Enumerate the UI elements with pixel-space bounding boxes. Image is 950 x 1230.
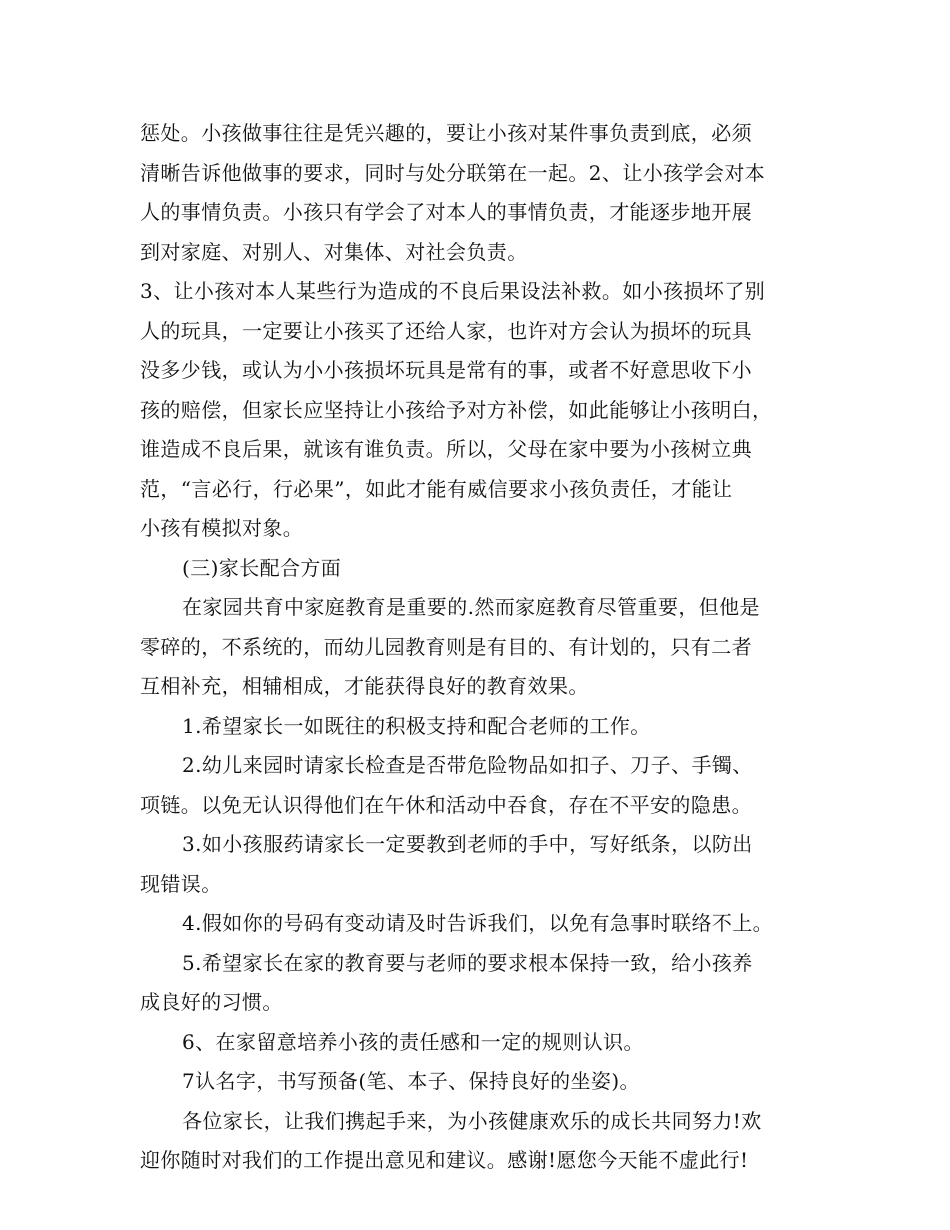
list-item-5-continued: 成良好的习惯。 [140,990,283,1014]
text-line-11: 小孩有模拟对象。 [140,516,304,540]
text-line-2: 清晰告诉他做事的要求，同时与处分联第在一起。2、让小孩学会对本 [140,160,766,185]
text-line-9: 谁造成不良后果，就该有谁负责。所以，父母在家中要为小孩树立典 [140,437,752,461]
list-item-5: 5.希望家长在家的教育要与老师的要求根本保持一致，给小孩养 [182,950,753,975]
list-item-2: 2.幼儿来园时请家长检查是否带危险物品如扣子、刀子、手镯、 [182,753,753,777]
text-line-14: 零碎的，不系统的，而幼儿园教育则是有目的、有计划的，只有二者 [140,634,752,659]
text-line-10: 范，“言必行，行必果”，如此才能有威信要求小孩负责任，才能让 [140,476,733,501]
text-line-1: 惩处。小孩做事往往是凭兴趣的，要让小孩对某件事负责到底，必须 [140,121,752,145]
text-line-15: 互相补充，相辅相成，才能获得良好的教育效果。 [140,674,589,698]
list-item-3-continued: 现错误。 [140,871,222,896]
text-line-13: 在家园共育中家庭教育是重要的.然而家庭教育尽管重要，但他是 [182,595,760,619]
list-item-4: 4.假如你的号码有变动请及时告诉我们，以免有急事时联络不上。 [182,911,774,935]
section-heading: (三)家长配合方面 [182,555,342,580]
closing-line-2: 迎你随时对我们的工作提出意见和建议。感谢!愿您今天能不虚此行! [140,1148,749,1172]
list-item-7: 7认名字，书写预备(笔、本子、保持良好的坐姿)。 [182,1069,640,1093]
list-item-6: 6、在家留意培养小孩的责任感和一定的规则认识。 [182,1029,644,1054]
text-line-5: 3、让小孩对本人某些行为造成的不良后果设法补救。如小孩损坏了别 [140,279,766,303]
closing-line-1: 各位家长，让我们携起手来，为小孩健康欢乐的成长共同努力!欢 [182,1108,762,1133]
document-body [140,114,820,1181]
text-line-4: 到对家庭、对别人、对集体、对社会负责。 [140,239,528,264]
list-item-2-continued: 项链。以免无认识得他们在午休和活动中吞食，存在不平安的隐患。 [140,792,752,817]
text-line-8: 孩的赔偿，但家长应坚持让小孩给予对方补偿，如此能够让小孩明白， [140,397,773,422]
text-line-3: 人的事情负责。小孩只有学会了对本人的事情负责，才能逐步地开展 [140,200,752,224]
list-item-1: 1.希望家长一如既往的积极支持和配合老师的工作。 [182,713,651,738]
text-line-6: 人的玩具，一定要让小孩买了还给人家，也许对方会认为损坏的玩具 [140,318,752,343]
text-line-7: 没多少钱，或认为小小孩损坏玩具是常有的事，或者不好意思收下小 [140,358,752,382]
list-item-3: 3.如小孩服药请家长一定要教到老师的手中，写好纸条，以防出 [182,832,753,856]
